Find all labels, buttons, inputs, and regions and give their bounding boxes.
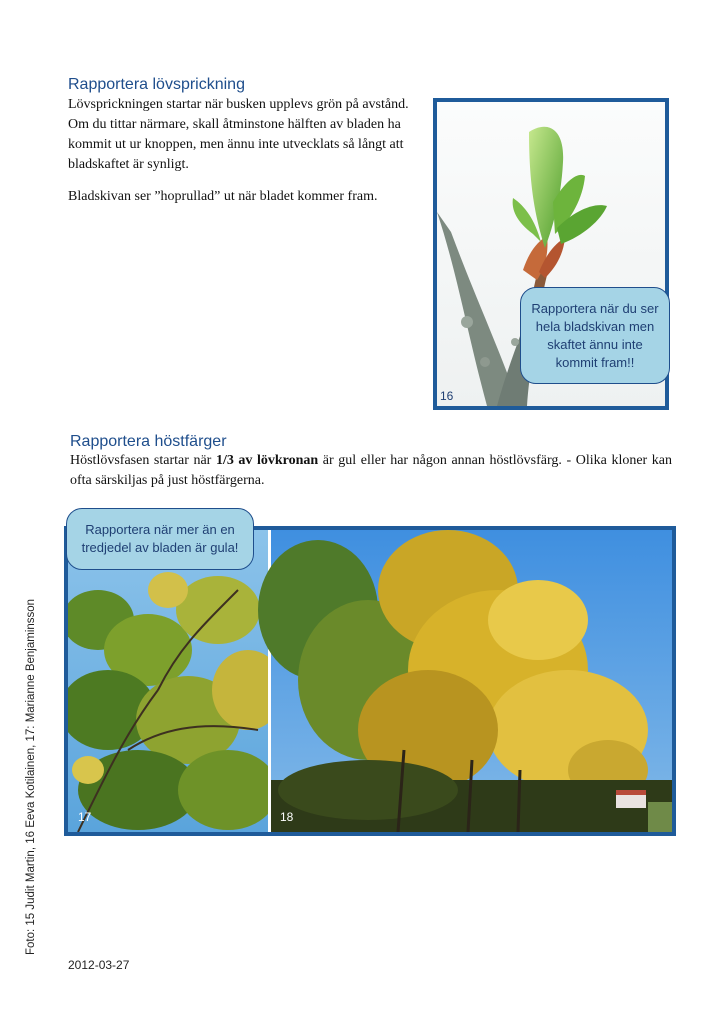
photo-number-17: 17 — [78, 810, 92, 824]
section-heading-autumn-colors: Rapportera höstfärger — [70, 433, 227, 450]
autumn-paragraph-bold: 1/3 av lövkronan — [215, 453, 319, 468]
photo-number-16: 16 — [440, 389, 454, 403]
autumn-paragraph — [70, 451, 672, 491]
photo-autumn-frame — [64, 526, 676, 836]
photo-credit: Foto: 15 Judit Martin, 16 Eeva Kotilainen, 17: Marianne Benjaminsson — [25, 598, 37, 955]
section-heading-leaf-burst: Rapportera lövsprickning — [68, 76, 245, 93]
leaf-burst-paragraph: Lövsprickningen startar när busken upplevs grön på avstånd. Om du tittar närmare, skall åtminstone hälften av bladen ha kommit ut ur knoppen, men ännu inte utvecklats så långt att bladskaftet är synligt. — [68, 97, 409, 172]
autumn-paragraph-start: Höstlövsfasen startar när — [70, 453, 216, 468]
leaf-burst-note: Bladskivan ser ”hoprullad” ut när bladet kommer fram. — [68, 189, 378, 204]
autumn-trees-illustration — [68, 530, 672, 832]
callout-leaf-burst: Rapportera när du ser hela bladskivan men skaftet ännu inte kommit fram!! — [520, 287, 670, 384]
photo-number-18: 18 — [280, 810, 294, 824]
document-date: 2012-03-27 — [68, 958, 130, 972]
callout-autumn: Rapportera när mer än en tredjedel av bladen är gula! — [66, 508, 254, 570]
autumn-paragraph-end: är gul eller har någon annan höstlövsfärg. - Olika kloner kan ofta särskiljas på just höstfärgerna. — [70, 453, 673, 488]
